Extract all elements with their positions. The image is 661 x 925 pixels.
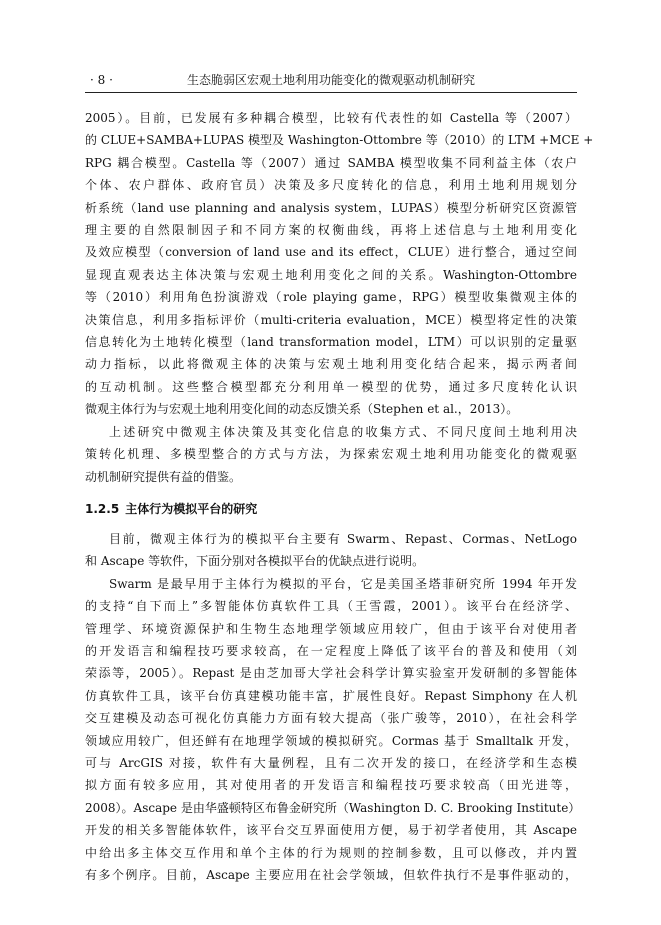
text-line: 动力指标，以此将微观主体的决策与宏观土地利用变化结合起来，揭示两者间 xyxy=(85,357,577,372)
text-line: 开发的相关多智能体软件，该平台交互界面使用方便，易于初学者使用，其 Ascape xyxy=(85,823,577,838)
text-line: Swarm 是最早用于主体行为模拟的平台，它是美国圣塔菲研究所 1994 年开发 xyxy=(109,576,577,591)
text-line: 等（2010）利用角色扮演游戏（role playing game，RPG）模型收集微观主体的 xyxy=(85,290,577,305)
text-line: 的开发语言和编程技巧要求较高，在一定程度上降低了该平台的普及和使用（刘 xyxy=(85,643,577,658)
text-line: 的互动机制。这些整合模型都充分利用单一模型的优势，通过多尺度转化认识 xyxy=(85,379,577,394)
text-line: 管理学、环境资源保护和生物生态地理学领域应用较广，但由于该平台对使用者 xyxy=(85,621,577,636)
text-line: 理主要的自然限制因子和不同方案的权衡曲线，再将上述信息与土地利用变化 xyxy=(85,223,577,238)
paragraph-platforms-detail xyxy=(85,573,581,887)
text-line: 拟方面有较多应用，其对使用者的开发语言和编程技巧要求较高（田光进等， xyxy=(85,778,577,793)
text-line: 有多个例序。目前，Ascape 主要应用在社会学领域，但软件执行不是事件驱动的， xyxy=(85,868,577,882)
text-line: 个体、农户群体、政府官员）决策及多尺度转化的信息，利用土地利用规划分 xyxy=(85,178,577,193)
text-line: 交互建模及动态可视化仿真能力方面有较大提高（张广骏等，2010），在社会科学 xyxy=(85,711,577,726)
text-line: 信息转化为土地转化模型（land transformation model，LTM）可以识别的定量驱 xyxy=(85,335,577,350)
section-heading xyxy=(85,498,577,520)
text-line: 目前，微观主体行为的模拟平台主要有 Swarm、Repast、Cormas、NetLogo xyxy=(109,531,577,546)
section-title: 主体行为模拟平台的研究 xyxy=(125,501,258,516)
text-line: 荣添等，2005）。Repast 是由芝加哥大学社会科学计算实验室开发研制的多智能体 xyxy=(85,666,577,681)
text-line: 微观主体行为与宏观土地利用变化间的动态反馈关系（Stephen et al.，2013）。 xyxy=(85,402,519,417)
text-line: 的 CLUE+SAMBA+LUPAS 模型及 Washington-Ottombre 等（2010）的 LTM +MCE + xyxy=(85,133,594,148)
page-number: · 8 · xyxy=(90,73,113,87)
paragraph-coupled-models xyxy=(85,107,594,421)
text-line: 策转化机理、多模型整合的方式与方法，为探索宏观土地利用功能变化的微观驱 xyxy=(85,447,577,462)
text-line: 显现直观表达主体决策与宏观土地利用变化之间的关系。Washington-Ottombre xyxy=(85,267,577,282)
running-header xyxy=(85,68,577,93)
text-line: 2008）。Ascape 是由华盛顿特区布鲁金研究所（Washington D. C. Brooking Institute） xyxy=(85,800,581,815)
text-line: 领域应用较广，但还鲜有在地理学领域的模拟研究。Cormas 基于 Smalltalk 开发， xyxy=(85,733,577,748)
text-line: 和 Ascape 等软件，下面分别对各模拟平台的优缺点进行说明。 xyxy=(85,554,425,569)
text-line: 及效应模型（conversion of land use and its effect，CLUE）进行整合，通过空间 xyxy=(85,245,577,260)
section-number: 1.2.5 xyxy=(85,501,120,516)
text-line: 动机制研究提供有益的借鉴。 xyxy=(85,469,242,484)
text-line: 中给出多主体交互作用和单个主体的行为规则的控制参数，且可以修改，并内置 xyxy=(85,845,577,860)
paragraph-summary xyxy=(85,421,577,488)
paragraph-platforms-intro xyxy=(85,528,577,573)
text-line: RPG 耦合模型。Castella 等（2007）通过 SAMBA 模型收集不同利益主体（农户 xyxy=(85,155,577,170)
text-line: 仿真软件工具，该平台仿真建模功能丰富，扩展性良好。Repast Simphony 在人机 xyxy=(85,688,577,703)
text-line: 析系统（land use planning and analysis system，LUPAS）模型分析研究区资源管 xyxy=(85,200,577,215)
text-line: 可与 ArcGIS 对接，软件有大量例程，且有二次开发的接口，在经济学和生态模 xyxy=(85,755,577,770)
page-body xyxy=(85,107,594,886)
text-line: 上述研究中微观主体决策及其变化信息的收集方式、不同尺度间土地利用决 xyxy=(109,424,577,439)
text-line: 2005）。目前，已发展有多种耦合模型，比较有代表性的如 Castella 等（2007） xyxy=(85,111,577,125)
running-title: 生态脆弱区宏观土地利用功能变化的微观驱动机制研究 xyxy=(186,73,475,87)
text-line: 决策信息，利用多指标评价（multi-criteria evaluation，MCE）模型将定性的决策 xyxy=(85,312,577,327)
text-line: 的支持“自下而上”多智能体仿真软件工具（王雪霞，2001）。该平台在经济学、 xyxy=(85,599,577,614)
